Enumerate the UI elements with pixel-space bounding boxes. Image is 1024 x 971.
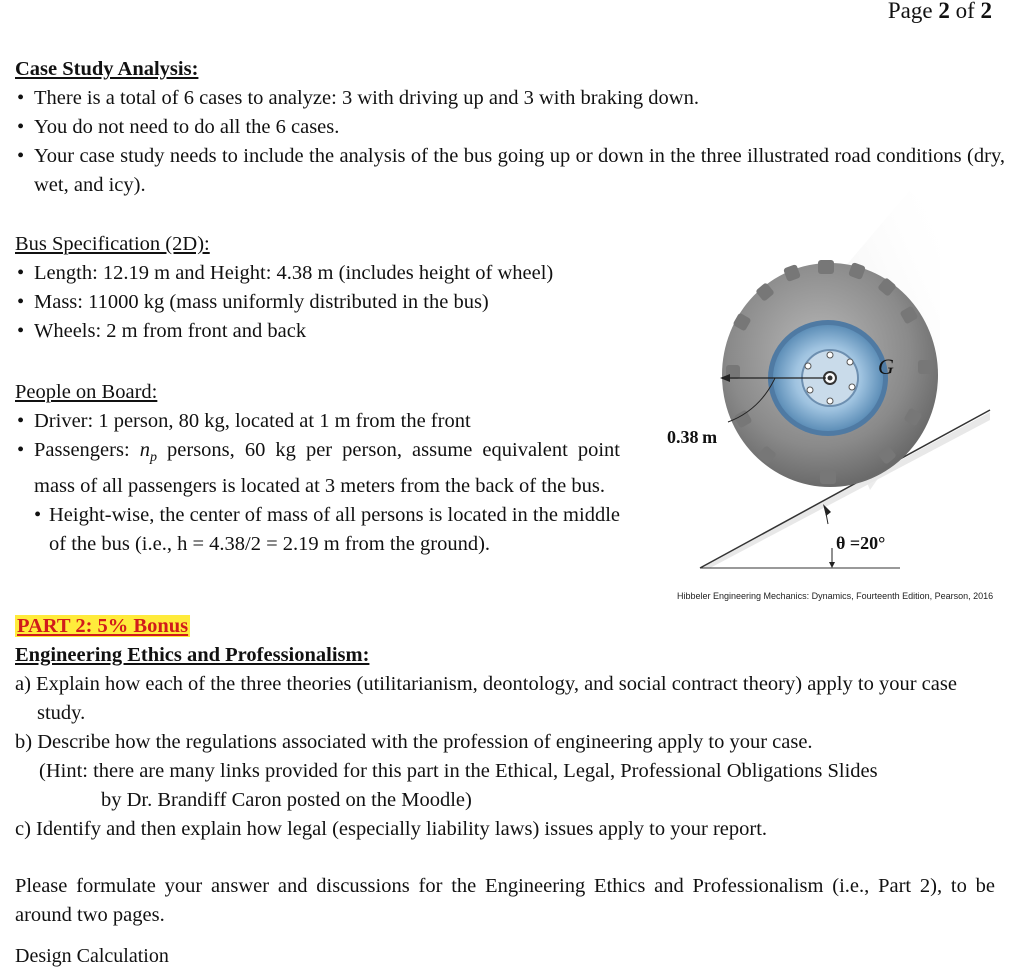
page-indicator: Page 2 of 2 [887,0,992,23]
list-item: • Length: 12.19 m and Height: 4.38 m (includes height of wheel) [15,259,635,288]
question-a: a) Explain how each of the three theories (utilitarianism, deontology, and social contract theory) apply to your case study. [15,673,957,724]
passenger-count-variable: $n_p$ [139,439,157,466]
question-c: c) Identify and then explain how legal (especially liability laws) issues apply to your report. [15,818,768,840]
bus-spec-title: Bus Specification (2D): [15,233,210,255]
closing-paragraph: Please formulate your answer and discussions for the Engineering Ethics and Professionalism (i.e., Part 2), to be around two pages. [15,875,995,926]
case-study-title: Case Study Analysis: [15,58,199,80]
people-title: People on Board: [15,381,158,403]
wheel-incline-figure [640,190,1020,600]
case-study-section [15,55,1005,200]
figure-caption: Hibbeler Engineering Mechanics: Dynamics, Fourteenth Edition, Pearson, 2016 [677,591,994,601]
wheel-diagram [640,190,1020,600]
question-b: b) Describe how the regulations associated with the profession of engineering apply to your case. [15,731,813,753]
list-item: • Mass: 11000 kg (mass uniformly distributed in the bus) [15,288,635,317]
bonus-badge: PART 2: 5% Bonus [17,615,189,637]
list-item: • Your case study needs to include the analysis of the bus going up or down in the three illustrated road conditions (dry, wet, and icy). [15,142,1005,200]
next-section-heading: Design Calculation [15,945,169,967]
list-item: • Wheels: 2 m from front and back [15,317,635,346]
radius-label: 0.38 m [667,427,718,447]
list-item: • Driver: 1 person, 80 kg, located at 1 m from the front [15,407,620,436]
height-note: • Height-wise, the center of mass of all persons is located in the middle of the bus (i.e., h = 4.38/2 = 2.19 m from the ground). [34,504,620,556]
part2-section [15,612,995,930]
list-item: • You do not need to do all the 6 cases. [15,113,1005,142]
list-item: • Passengers: $n_p$ persons, 60 kg per person, assume equivalent point mass of all passengers is located at 3 meters from the back of the bus. • Height-wise, the center of mass of all persons is located in the middle of the bus (i.e., h = 4.38/2 = 2.19 m from the ground). [15,436,620,559]
bus-spec-section [15,230,635,346]
center-of-mass-label: G [878,354,894,379]
case-study-list [15,84,1005,200]
angle-label: θ =20° [836,533,886,553]
people-list [15,407,620,559]
hint: (Hint: there are many links provided for this part in the Ethical, Legal, Professional Obligations Slides by Dr. Brandiff Caron posted on the Moodle) [39,760,878,811]
bus-spec-list [15,259,635,346]
ethics-questions [15,670,995,844]
list-item: • There is a total of 6 cases to analyze: 3 with driving up and 3 with braking down. [15,84,1005,113]
people-section [15,378,620,559]
ethics-title: Engineering Ethics and Professionalism: [15,644,370,666]
